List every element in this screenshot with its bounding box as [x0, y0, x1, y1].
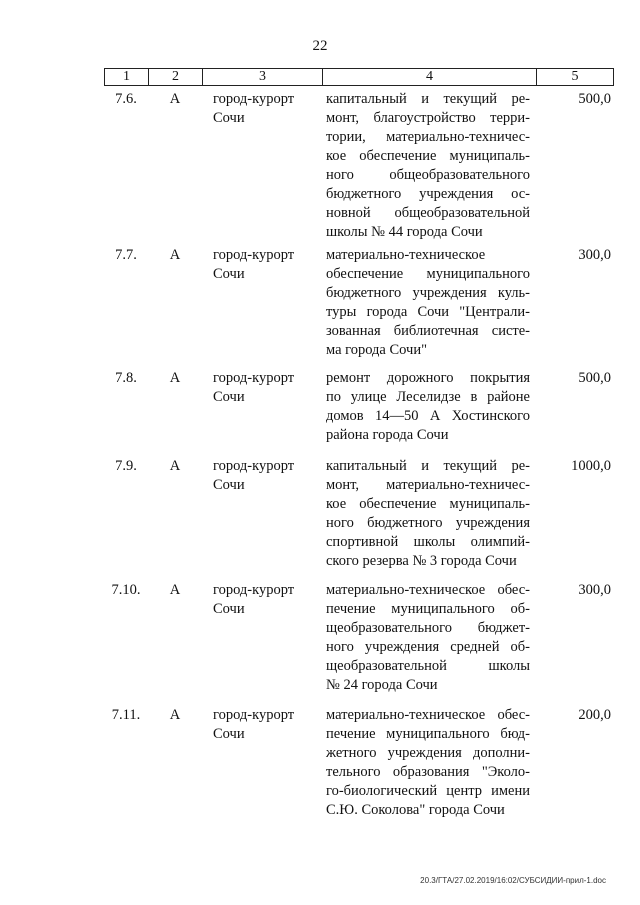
row-description — [326, 90, 530, 242]
row-amount: 500,0 — [578, 370, 611, 386]
municipality-line: город-курорт — [213, 582, 295, 598]
row-category: А — [169, 370, 181, 386]
row-category: А — [169, 458, 181, 474]
description-line: тельного образования "Эколо- — [326, 764, 530, 780]
description-line: материально-техническое — [326, 247, 486, 263]
description-line: ского резерва № 3 города Сочи — [326, 553, 517, 569]
description-line: спортивной школы олимпий- — [326, 534, 530, 550]
row-category: А — [169, 707, 181, 723]
column-header-row — [104, 68, 614, 86]
description-line: монт, материально-техничес- — [326, 477, 530, 493]
description-line: обеспечение муниципального — [326, 266, 530, 282]
description-line: № 24 города Сочи — [326, 677, 438, 693]
description-line: капитальный и текущий ре- — [326, 91, 530, 107]
row-amount: 300,0 — [578, 247, 611, 263]
column-header-1: 1 — [105, 69, 149, 85]
municipality-line: Сочи — [213, 389, 245, 405]
municipality-line: Сочи — [213, 266, 245, 282]
municipality-line: Сочи — [213, 477, 245, 493]
description-line: школы № 44 города Сочи — [326, 224, 483, 240]
row-amount: 500,0 — [578, 91, 611, 107]
description-line: ного бюджетного учреждения — [326, 515, 530, 531]
row-municipality — [213, 457, 313, 495]
row-number: 7.11. — [111, 707, 141, 723]
row-amount: 200,0 — [578, 707, 611, 723]
description-line: района города Сочи — [326, 427, 449, 443]
description-line: бюджетного учреждения куль- — [326, 285, 530, 301]
row-municipality — [213, 581, 313, 619]
row-municipality — [213, 90, 313, 128]
row-number: 7.6. — [115, 91, 137, 107]
column-header-5: 5 — [571, 69, 579, 84]
file-path-footer: 20.3/ГТА/27.02.2019/16:02/СУБСИДИИ-прил-1.doc — [420, 876, 606, 885]
municipality-line: город-курорт — [213, 247, 295, 263]
row-description — [326, 369, 530, 445]
description-line: печение муниципального об- — [326, 601, 530, 617]
description-line: печение муниципального бюд- — [326, 726, 530, 742]
row-number: 7.7. — [115, 247, 137, 263]
row-category: А — [169, 582, 181, 598]
description-line: кое обеспечение муниципаль- — [326, 496, 530, 512]
row-category: А — [169, 91, 181, 107]
row-municipality — [213, 369, 313, 407]
description-line: го-биологический центр имени — [326, 783, 530, 799]
row-description — [326, 457, 530, 571]
municipality-line: город-курорт — [213, 91, 295, 107]
description-line: по улице Леселидзе в районе — [326, 389, 530, 405]
description-line: кое обеспечение муниципаль- — [326, 148, 530, 164]
row-number: 7.10. — [111, 582, 141, 598]
municipality-line: город-курорт — [213, 458, 295, 474]
description-line: туры города Сочи "Централи- — [326, 304, 530, 320]
column-header-4: 4 — [323, 69, 537, 85]
description-line: домов 14—50 А Хостинского — [326, 408, 530, 424]
row-description — [326, 706, 530, 820]
description-line: С.Ю. Соколова" города Сочи — [326, 802, 505, 818]
description-line: ремонт дорожного покрытия — [326, 370, 530, 386]
municipality-line: Сочи — [213, 110, 245, 126]
description-line: ма города Сочи" — [326, 342, 428, 358]
column-header-3: 3 — [203, 69, 323, 85]
row-description — [326, 246, 530, 360]
row-municipality — [213, 246, 313, 284]
description-line: новной общеобразовательной — [326, 205, 530, 221]
row-municipality — [213, 706, 313, 744]
municipality-line: город-курорт — [213, 370, 295, 386]
description-line: тории, материально-техничес- — [326, 129, 530, 145]
description-line: материально-техническое обес- — [326, 582, 530, 598]
municipality-line: Сочи — [213, 726, 245, 742]
description-line: монт, благоустройство терри- — [326, 110, 530, 126]
municipality-line: город-курорт — [213, 707, 295, 723]
description-line: жетного учреждения дополни- — [326, 745, 530, 761]
page-number: 22 — [312, 38, 328, 54]
row-number: 7.8. — [115, 370, 137, 386]
municipality-line: Сочи — [213, 601, 245, 617]
row-amount: 300,0 — [578, 582, 611, 598]
row-description — [326, 581, 530, 695]
description-line: бюджетного учреждения ос- — [326, 186, 530, 202]
description-line: щеобразовательного бюджет- — [326, 620, 530, 636]
description-line: щеобразовательной школы — [326, 658, 530, 674]
description-line: материально-техническое обес- — [326, 707, 530, 723]
row-amount: 1000,0 — [571, 458, 611, 474]
row-number: 7.9. — [115, 458, 137, 474]
description-line: зованная библиотечная систе- — [326, 323, 530, 339]
column-header-2: 2 — [149, 69, 203, 85]
description-line: ного учреждения средней об- — [326, 639, 530, 655]
row-category: А — [169, 247, 181, 263]
description-line: ного общеобразовательного — [326, 167, 530, 183]
description-line: капитальный и текущий ре- — [326, 458, 530, 474]
